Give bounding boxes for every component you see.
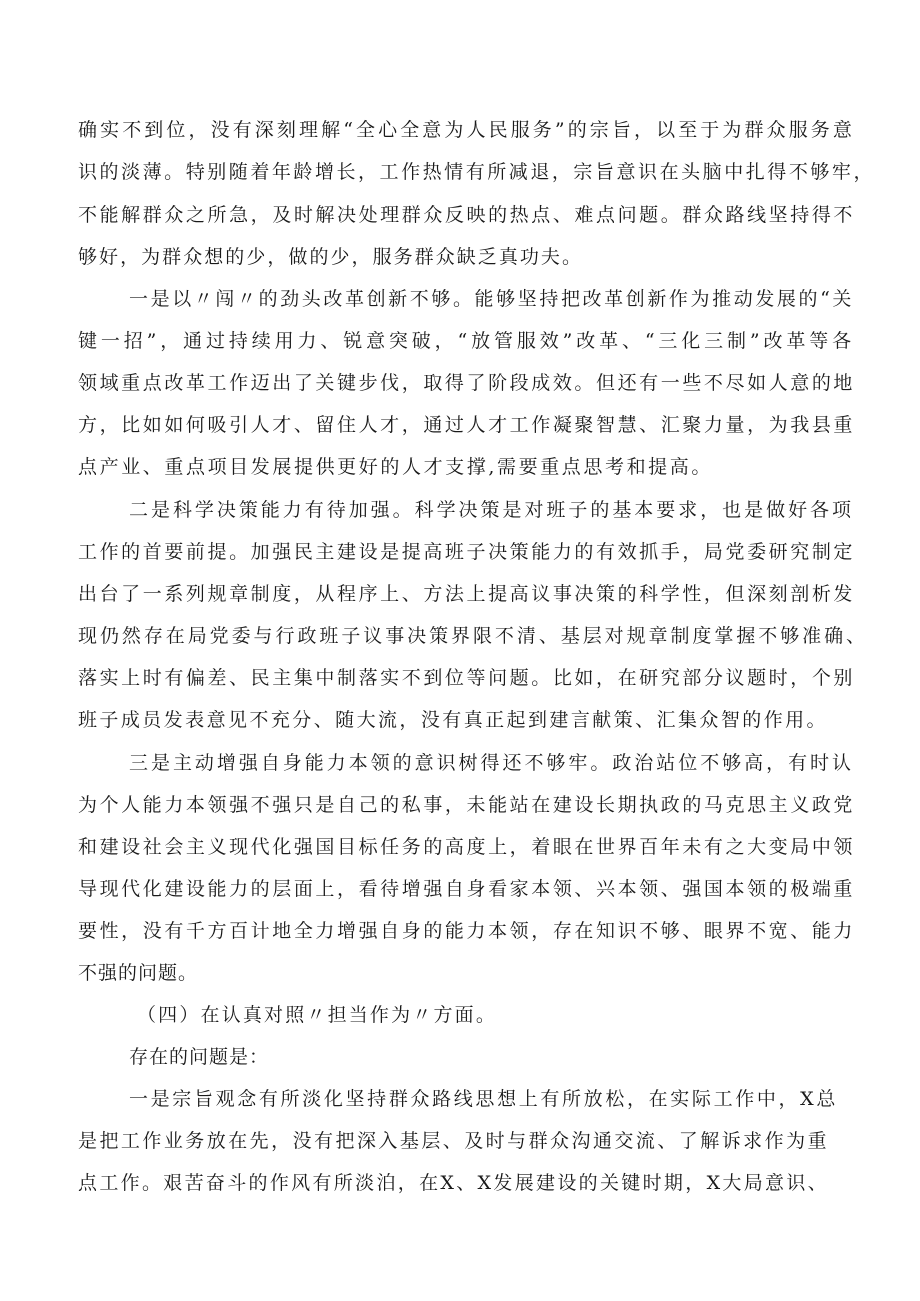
text-line: 二是科学决策能力有待加强。科学决策是对班子的基本要求，也是做好各项 <box>129 499 854 521</box>
text-line: 不能解群众之所急，及时解决处理群众反映的热点、难点问题。群众路线坚持得不 <box>78 204 855 226</box>
text-line: 够好，为群众想的少，做的少，服务群众缺乏真功夫。 <box>78 246 583 268</box>
text-line: 和建设社会主义现代化强国目标任务的高度上，着眼在世界百年未有之大变局中领 <box>78 836 855 858</box>
text-line: 一是以〃闯〃的劲头改革创新不够。能够坚持把改革创新作为推动发展的“关 <box>129 288 855 310</box>
text-line: 三是主动增强自身能力本领的意识树得还不够牢。政治站位不够高，有时认 <box>129 752 854 774</box>
text-line: 键一招”，通过持续用力、锐意突破，“放管服效”改革、“三化三制”改革等各 <box>78 330 855 352</box>
text-line: 存在的问题是： <box>129 1046 269 1068</box>
text-line: 一是宗旨观念有所淡化坚持群众路线思想上有所放松，在实际工作中，X总 <box>129 1088 839 1110</box>
text-line: 是把工作业务放在先，没有把深入基层、及时与群众沟通交流、了解诉求作为重 <box>78 1130 829 1152</box>
text-line: 点工作。艰苦奋斗的作风有所淡泊，在X、X发展建设的关键时期，X大局意识、 <box>78 1172 829 1194</box>
section-heading: （四）在认真对照〃担当作为〃方面。 <box>137 1004 497 1026</box>
text-line: 方，比如如何吸引人才、留住人才，通过人才工作凝聚智慧、汇聚力量，为我县重 <box>78 414 855 436</box>
text-line: 识的淡薄。特别随着年龄增长，工作热情有所减退，宗旨意识在头脑中扎得不够牢， <box>78 161 875 183</box>
text-line: 导现代化建设能力的层面上，看待增强自身看家本领、兴本领、强国本领的极端重 <box>78 878 855 900</box>
text-line: 工作的首要前提。加强民主建设是提高班子决策能力的有效抓手，局党委研究制定 <box>78 541 855 563</box>
text-line: 确实不到位，没有深刻理解“全心全意为人民服务”的宗旨，以至于为群众服务意 <box>78 119 855 141</box>
text-line: 落实上时有偏差、民主集中制落实不到位等问题。比如，在研究部分议题时，个别 <box>78 667 855 689</box>
text-line: 要性，没有千方百计地全力增强自身的能力本领，存在知识不够、眼界不宽、能力 <box>78 920 855 942</box>
text-line: 点产业、重点项目发展提供更好的人才支撑,需要重点思考和提高。 <box>78 456 713 478</box>
text-line: 领域重点改革工作迈出了关键步伐，取得了阶段成效。但还有一些不尽如人意的地 <box>78 372 855 394</box>
text-line: 出台了一系列规章制度，从程序上、方法上提高议事决策的科学性，但深刻剖析发 <box>78 583 855 605</box>
text-line: 不强的问题。 <box>78 962 198 984</box>
text-line: 为个人能力本领强不强只是自己的私事，未能站在建设长期执政的马克思主义政党 <box>78 794 855 816</box>
text-line: 现仍然存在局党委与行政班子议事决策界限不清、基层对规章制度掌握不够准确、 <box>78 625 868 647</box>
text-line: 班子成员发表意见不充分、随大流，没有真正起到建言献策、汇集众智的作用。 <box>78 709 828 731</box>
